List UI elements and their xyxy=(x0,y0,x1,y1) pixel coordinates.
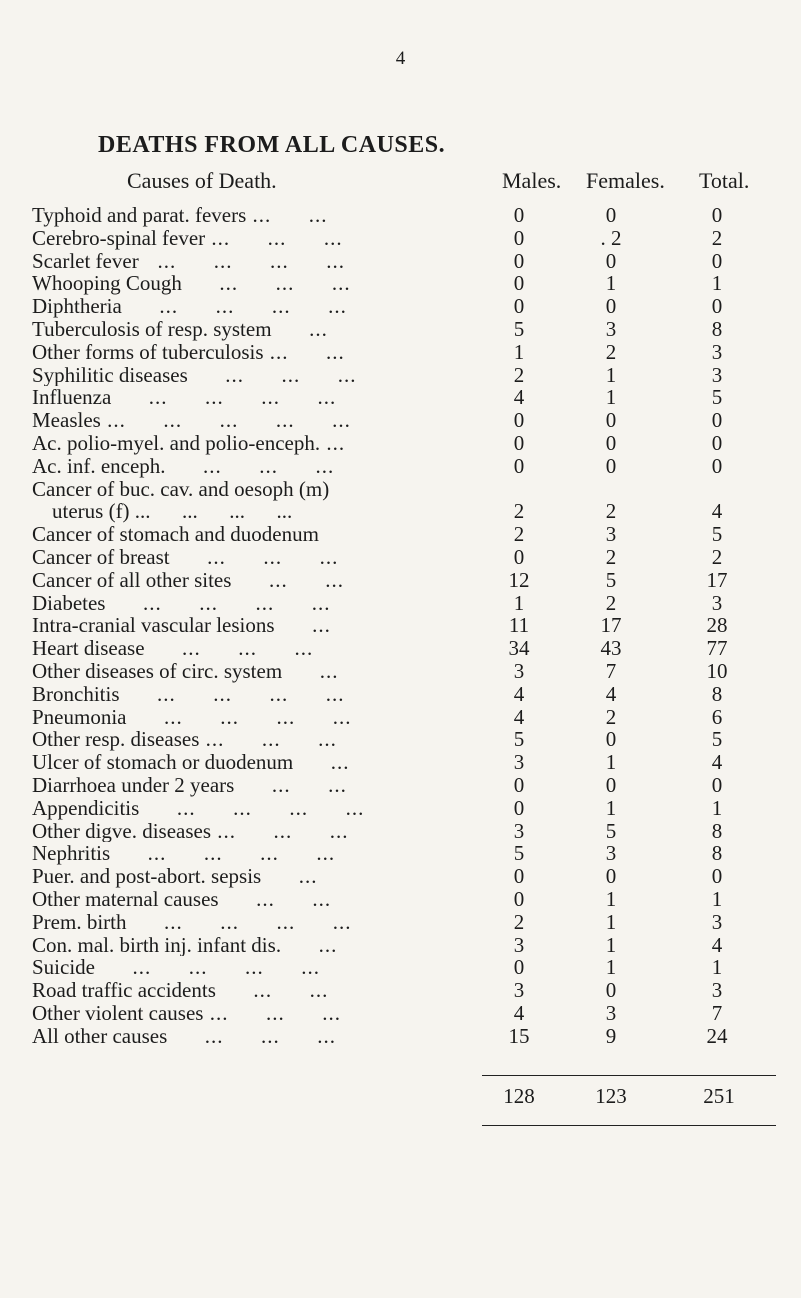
males-cell: 3 xyxy=(513,932,525,957)
cause-label: Influenza xyxy=(32,386,112,410)
total-all: 251 xyxy=(703,1084,735,1108)
females-cell: 3 xyxy=(605,1000,617,1025)
males-cell: 0 xyxy=(513,864,525,889)
cause-cell xyxy=(32,956,500,979)
leader-dots: ... xyxy=(282,659,339,683)
females-cell: 1 xyxy=(605,271,617,296)
females-cell: 43 xyxy=(600,636,622,661)
females-cell: 17 xyxy=(600,613,622,638)
total-cell: 10 xyxy=(706,658,728,683)
males-cell: 0 xyxy=(513,886,525,911)
table-row xyxy=(0,546,801,569)
cause-label: Syphilitic diseases xyxy=(32,363,188,387)
cause-label: Intra-cranial vascular lesions xyxy=(32,614,275,638)
cause-label: Ac. inf. enceph. xyxy=(32,454,166,478)
leader-dots: ... xyxy=(320,431,346,455)
cause-label: Cancer of stomach and duodenum xyxy=(32,523,319,546)
females-cell: 9 xyxy=(605,1023,617,1048)
cause-cell xyxy=(32,386,500,409)
total-cell: 8 xyxy=(711,681,723,706)
females-cell: 1 xyxy=(605,362,617,387)
cause-label: Measles xyxy=(32,409,101,432)
header-males: Males. xyxy=(502,168,562,193)
males-cell: 2 xyxy=(513,522,525,547)
cause-cell xyxy=(32,432,500,455)
cause-cell xyxy=(32,569,500,592)
males-cell: 5 xyxy=(513,316,525,341)
leader-dots: ... ... ... ... xyxy=(111,386,337,410)
total-rule-top xyxy=(482,1075,776,1076)
females-cell: 0 xyxy=(605,727,617,752)
table-row xyxy=(0,820,801,843)
cause-label: Diabetes xyxy=(32,591,106,615)
page-title: DEATHS FROM ALL CAUSES. xyxy=(98,132,446,158)
table-row xyxy=(0,683,801,706)
table-row xyxy=(0,455,801,478)
males-cell: 3 xyxy=(513,818,525,843)
leader-dots: ... xyxy=(261,865,318,888)
table-row xyxy=(0,842,801,865)
males-cell: 0 xyxy=(513,430,525,455)
leader-dots: ... xyxy=(274,614,331,638)
leader-dots: ... ... ... ... xyxy=(119,682,345,706)
table-row xyxy=(0,751,801,774)
cause-label: Other digve. diseases xyxy=(32,819,212,843)
table-row xyxy=(0,728,801,751)
table-row xyxy=(0,386,801,409)
females-cell: 5 xyxy=(605,818,617,843)
table-row xyxy=(0,227,801,250)
cause-label: Typhoid and parat. fevers xyxy=(32,204,247,227)
total-cell: 3 xyxy=(711,362,723,387)
total-females: 123 xyxy=(595,1084,627,1108)
cause-cell xyxy=(32,318,500,341)
cause-cell xyxy=(32,797,500,820)
females-cell: 1 xyxy=(605,750,617,775)
table-row xyxy=(0,956,801,979)
cause-cell xyxy=(32,272,500,295)
table-row xyxy=(0,592,801,615)
total-cell: 2 xyxy=(711,225,723,250)
table-row xyxy=(0,614,801,637)
leader-dots: ... ... xyxy=(218,887,332,911)
leader-dots: ... ... xyxy=(231,568,344,592)
males-cell: 0 xyxy=(513,453,525,478)
table-row xyxy=(0,341,801,364)
total-cell: 3 xyxy=(711,339,723,364)
females-cell: 1 xyxy=(605,955,617,980)
females-cell: 0 xyxy=(605,772,617,797)
males-cell: 0 xyxy=(513,294,525,319)
cause-label: Cancer of buc. cav. and oesoph (m) xyxy=(32,477,330,501)
leader-dots: ... ... ... xyxy=(199,728,337,752)
females-cell: 2 xyxy=(605,590,617,615)
table-row xyxy=(0,409,801,432)
total-cell: 0 xyxy=(711,203,723,227)
cause-label: Other maternal causes xyxy=(32,887,219,911)
leader-dots: ... xyxy=(271,317,328,341)
table-row xyxy=(0,865,801,888)
total-cell: 1 xyxy=(711,886,723,911)
cause-label: Heart disease xyxy=(32,637,145,660)
table-row xyxy=(0,774,801,797)
cause-cell xyxy=(32,204,500,227)
table-row xyxy=(0,364,801,387)
cause-cell xyxy=(32,660,500,683)
leader-dots: ... xyxy=(281,933,338,957)
males-cell: 2 xyxy=(513,362,525,387)
females-cell: 7 xyxy=(605,658,617,683)
leader-dots: ... ... xyxy=(263,340,345,364)
total-cell: 2 xyxy=(711,544,723,569)
cause-cell xyxy=(32,1025,500,1048)
table-row xyxy=(0,295,801,318)
cause-label: All other causes xyxy=(32,1024,168,1048)
cause-cell xyxy=(32,455,500,478)
total-cell: 6 xyxy=(711,704,723,729)
table-row xyxy=(0,888,801,911)
females-cell: 0 xyxy=(605,408,617,433)
cause-label: Other forms of tuberculosis xyxy=(32,340,264,364)
leader-dots: ... ... ... ... xyxy=(126,705,352,729)
males-cell: 11 xyxy=(508,613,530,638)
header-cause: Causes of Death. xyxy=(127,168,277,193)
females-cell: 0 xyxy=(605,203,617,227)
males-cell: 5 xyxy=(513,841,525,866)
total-cell: 0 xyxy=(711,294,723,319)
males-cell: 15 xyxy=(508,1023,530,1048)
males-cell: 5 xyxy=(513,727,525,752)
males-cell: 0 xyxy=(513,225,525,250)
females-cell: 3 xyxy=(605,316,617,341)
table-row xyxy=(0,911,801,934)
males-cell: 3 xyxy=(513,978,525,1003)
total-cell: 0 xyxy=(711,772,723,797)
leader-dots: ... ... ... ... ... xyxy=(100,409,351,432)
females-cell: 1 xyxy=(605,385,617,410)
cause-cell xyxy=(32,1002,500,1025)
table-row xyxy=(0,637,801,660)
cause-label-line2: uterus (f) ... ... ... ... xyxy=(52,499,293,524)
leader-dots: ... ... ... ... xyxy=(139,796,365,820)
total-cell: 3 xyxy=(711,590,723,615)
cause-label: Ulcer of stomach or duodenum xyxy=(32,751,294,774)
total-cell: 4 xyxy=(711,932,723,957)
table-row xyxy=(0,660,801,683)
leader-dots: ... ... ... ... xyxy=(105,591,331,615)
cause-cell xyxy=(32,409,500,432)
table-row xyxy=(0,1002,801,1025)
table-row xyxy=(0,478,801,524)
females-cell: 1 xyxy=(605,795,617,820)
header-total: Total. xyxy=(699,168,750,193)
leader-dots: ... ... ... ... xyxy=(110,842,336,866)
leader-dots: ... ... ... ... xyxy=(95,956,320,980)
totals-row xyxy=(0,1084,801,1114)
table-row xyxy=(0,569,801,592)
cause-cell xyxy=(32,364,500,387)
leader-dots: ... ... ... xyxy=(203,1001,341,1025)
table-header xyxy=(0,168,801,198)
females-cell: 0 xyxy=(605,978,617,1003)
males-cell: 0 xyxy=(513,271,525,296)
males-cell: 2 xyxy=(513,499,525,524)
cause-label: Prem. birth xyxy=(32,910,127,934)
table-row xyxy=(0,250,801,273)
males-cell: 0 xyxy=(513,955,525,980)
cause-cell xyxy=(32,478,500,524)
cause-label: Con. mal. birth inj. infant dis. xyxy=(32,933,282,957)
males-cell: 4 xyxy=(513,681,525,706)
leader-dots: ... ... ... xyxy=(167,1024,337,1048)
total-cell: 8 xyxy=(711,818,723,843)
table-row xyxy=(0,432,801,455)
females-cell: 1 xyxy=(605,932,617,957)
cause-cell xyxy=(32,546,500,569)
total-cell: 5 xyxy=(711,727,723,752)
males-cell: 4 xyxy=(513,1000,525,1025)
table-row xyxy=(0,1025,801,1048)
total-cell: 0 xyxy=(711,453,723,478)
females-cell: 0 xyxy=(605,248,617,273)
females-cell: 2 xyxy=(605,704,617,729)
cause-label: Scarlet fever xyxy=(32,249,139,273)
cause-label: Whooping Cough xyxy=(32,272,182,296)
cause-label: Tuberculosis of resp. system xyxy=(32,317,272,341)
deaths-table xyxy=(0,204,801,1047)
leader-dots: ... ... ... xyxy=(205,226,343,250)
total-cell: 0 xyxy=(711,430,723,455)
females-cell: 0 xyxy=(605,453,617,478)
cause-label: Other violent causes xyxy=(32,1001,204,1025)
males-cell: 0 xyxy=(513,203,525,227)
females-cell: 3 xyxy=(605,522,617,547)
cause-cell xyxy=(32,774,500,797)
leader-dots: ... ... ... xyxy=(169,545,339,569)
cause-cell xyxy=(32,706,500,729)
total-rule-bottom xyxy=(482,1125,776,1126)
cause-cell xyxy=(32,820,500,843)
cause-label: Cerebro-spinal fever xyxy=(32,226,206,250)
males-cell: 2 xyxy=(513,909,525,934)
males-cell: 0 xyxy=(513,248,525,273)
males-cell: 0 xyxy=(513,795,525,820)
cause-label: Cancer of breast xyxy=(32,545,170,569)
cause-cell xyxy=(32,637,500,660)
cause-cell xyxy=(32,728,500,751)
females-cell: 2 xyxy=(605,339,617,364)
leader-dots: ... ... ... xyxy=(165,454,335,478)
males-cell: 12 xyxy=(508,567,530,592)
total-cell: 4 xyxy=(711,750,723,775)
cause-cell xyxy=(32,751,500,774)
total-cell: 1 xyxy=(711,955,723,980)
males-cell: 4 xyxy=(513,385,525,410)
total-cell: 7 xyxy=(711,1000,723,1025)
cause-label: Diphtheria xyxy=(32,295,122,318)
cause-label: Other diseases of circ. system xyxy=(32,659,283,683)
females-cell: 4 xyxy=(605,681,617,706)
total-cell: 8 xyxy=(711,316,723,341)
cause-label: Diarrhoea under 2 years xyxy=(32,773,235,797)
cause-label: Nephritis xyxy=(32,842,111,866)
header-females: Females. xyxy=(586,168,665,193)
total-cell: 0 xyxy=(711,864,723,889)
females-cell: 5 xyxy=(605,567,617,592)
males-cell: 4 xyxy=(513,704,525,729)
males-cell: 0 xyxy=(513,408,525,433)
total-cell: 4 xyxy=(711,499,723,524)
cause-cell xyxy=(32,614,500,637)
females-cell: 0 xyxy=(605,430,617,455)
cause-cell xyxy=(32,227,500,250)
total-males: 128 xyxy=(503,1084,535,1108)
cause-cell xyxy=(32,888,500,911)
table-row xyxy=(0,979,801,1002)
total-cell: 3 xyxy=(711,909,723,934)
total-cell: 0 xyxy=(711,408,723,433)
total-cell: 77 xyxy=(706,636,728,661)
total-cell: 5 xyxy=(711,385,723,410)
cause-cell xyxy=(32,865,500,888)
females-cell: 3 xyxy=(605,841,617,866)
males-cell: 34 xyxy=(508,636,530,661)
leader-dots: ... ... xyxy=(246,204,328,227)
cause-cell xyxy=(32,683,500,706)
cause-label: Puer. and post-abort. sepsis xyxy=(32,865,262,888)
table-row xyxy=(0,706,801,729)
cause-label: Pneumonia xyxy=(32,705,127,729)
cause-cell xyxy=(32,979,500,1002)
cause-cell xyxy=(32,341,500,364)
total-cell: 28 xyxy=(706,613,728,638)
table-row xyxy=(0,934,801,957)
cause-cell xyxy=(32,250,500,273)
cause-cell xyxy=(32,295,500,318)
table-row xyxy=(0,797,801,820)
females-cell: 0 xyxy=(605,864,617,889)
cause-label: Appendicitis xyxy=(32,796,140,820)
cause-label: Road traffic accidents xyxy=(32,979,216,1002)
females-cell: 1 xyxy=(605,909,617,934)
females-cell: . 2 xyxy=(600,225,622,250)
leader-dots: ... ... ... ... xyxy=(121,295,347,318)
cause-cell xyxy=(32,592,500,615)
cause-label: Suicide xyxy=(32,956,95,980)
females-cell: 2 xyxy=(605,544,617,569)
leader-dots: ... ... ... xyxy=(181,272,351,296)
females-cell: 1 xyxy=(605,886,617,911)
males-cell: 0 xyxy=(513,772,525,797)
cause-cell xyxy=(32,842,500,865)
males-cell: 3 xyxy=(513,750,525,775)
total-cell: 1 xyxy=(711,271,723,296)
cause-cell xyxy=(32,523,500,546)
leader-dots: ... ... ... xyxy=(144,637,314,660)
total-cell: 17 xyxy=(706,567,728,592)
cause-label: Cancer of all other sites xyxy=(32,568,232,592)
total-cell: 24 xyxy=(706,1023,728,1048)
table-row xyxy=(0,204,801,227)
table-row xyxy=(0,523,801,546)
table-row xyxy=(0,318,801,341)
leader-dots: ... ... ... xyxy=(211,819,349,843)
cause-cell xyxy=(32,911,500,934)
leader-dots: ... ... ... xyxy=(187,363,357,387)
leader-dots: ... ... xyxy=(234,773,347,797)
total-cell: 3 xyxy=(711,978,723,1003)
total-cell: 8 xyxy=(711,841,723,866)
leader-dots: ... ... ... ... xyxy=(126,910,352,934)
cause-cell xyxy=(32,934,500,957)
males-cell: 1 xyxy=(513,590,525,615)
cause-label: Bronchitis xyxy=(32,682,120,706)
males-cell: 3 xyxy=(513,658,525,683)
total-cell: 1 xyxy=(711,795,723,820)
leader-dots: ... xyxy=(293,751,350,774)
males-cell: 1 xyxy=(513,339,525,364)
males-cell: 0 xyxy=(513,544,525,569)
table-row xyxy=(0,272,801,295)
page-number: 4 xyxy=(395,48,406,69)
total-cell: 0 xyxy=(711,248,723,273)
females-cell: 2 xyxy=(605,499,617,524)
total-cell: 5 xyxy=(711,522,723,547)
leader-dots: ... ... ... ... xyxy=(138,249,345,273)
leader-dots: ... ... xyxy=(215,979,329,1002)
cause-label: Other resp. diseases xyxy=(32,728,200,752)
cause-label: Ac. polio-myel. and polio-enceph. xyxy=(32,431,321,455)
females-cell: 0 xyxy=(605,294,617,319)
